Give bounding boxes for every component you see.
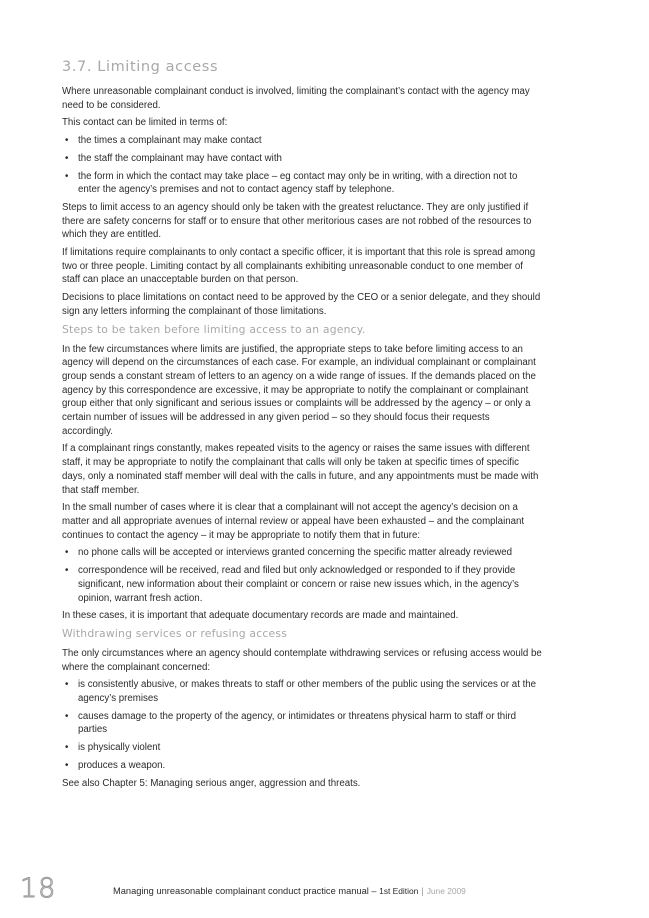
paragraph: This contact can be limited in terms of: (62, 117, 228, 129)
paragraph: The only circumstances where an agency should contemplate withdrawing services or refusing access would be where the complainant concerned: (62, 647, 542, 673)
footer-title-line (113, 884, 466, 898)
list-item (62, 134, 542, 148)
list-item-text: produces a weapon. (78, 759, 166, 771)
subheading-steps: Steps to be taken before limiting access to an agency. (62, 322, 366, 336)
paragraph: Where unreasonable complainant conduct is involved, limiting the complainant’s contact with the agency may need to be considered. (62, 86, 530, 111)
list-item (62, 152, 542, 166)
list-item (62, 170, 542, 197)
paragraph: In these cases, it is important that adequate documentary records are made and maintained. (62, 610, 459, 622)
bullet-icon: • (65, 547, 69, 559)
footer-separator: | (421, 886, 424, 896)
footer-date: June 2009 (426, 886, 466, 896)
page-body (62, 58, 542, 794)
bullet-icon: • (65, 679, 69, 691)
list-item-text: the staff the complainant may have contact with (78, 152, 282, 164)
page-number: 18 (20, 873, 57, 904)
bullet-icon: • (65, 759, 69, 771)
list-item-text: the times a complainant may make contact (78, 135, 262, 147)
list-item (62, 546, 542, 560)
list-item-text: causes damage to the property of the agency, or intimidates or threatens physical harm to staff or third parties (78, 710, 516, 736)
list-item-text: the form in which the contact may take place – eg contact may only be in writing, with a direction not to enter the agency’s premises and not to contact agency staff by telephone. (78, 170, 518, 196)
list-item (62, 759, 542, 773)
bullet-icon: • (65, 710, 69, 722)
footer-dash: – (368, 886, 380, 896)
bullet-icon: • (65, 565, 69, 577)
paragraph: If limitations require complainants to only contact a specific officer, it is important that this role is spread among two or three people. Limiting contact by all complainants exhibiting unreasonable conduct to one member of staff can place an unacceptable burden on that person. (62, 247, 536, 286)
paragraph: Steps to limit access to an agency should only be taken with the greatest reluctance. They are only justified if there are safety concerns for staff or to ensure that other meritorious cases are not robbed of the resources to which they are entitled. (62, 201, 532, 241)
limit-terms-list (62, 134, 542, 197)
list-item (62, 678, 542, 705)
paragraph: If a complainant rings constantly, makes repeated visits to the agency or raises the same issues with different staff, it may be appropriate to notify the complainant that calls will only be taken at specific times of specific days, only a nominated staff member will deal with the calls in future, and any appointments must be made with that staff member. (62, 443, 539, 496)
subheading-withdrawing: Withdrawing services or refusing access (62, 626, 288, 640)
list-item-text: correspondence will be received, read and filed but only acknowledged or responded to if they provide significant, new information about their complaint or concern or raise new issues which, in the agency’s opinion, warrant fresh action. (78, 565, 519, 604)
paragraph: Decisions to place limitations on contact need to be approved by the CEO or a senior delegate, and they should sign any letters informing the complainant of those limitations. (62, 292, 541, 317)
withdrawing-conditions-list (62, 678, 542, 772)
footer-title: Managing unreasonable complainant conduct practice manual (113, 886, 369, 896)
list-item (62, 741, 542, 755)
list-item (62, 564, 542, 605)
bullet-icon: • (65, 742, 69, 754)
list-item-text: is consistently abusive, or makes threats to staff or other members of the public using the services or at the agency’s premises (78, 679, 537, 705)
paragraph: In the small number of cases where it is clear that a complainant will not accept the agency’s decision on a matter and all appropriate avenues of internal review or appeal have been exhausted – and the complainant continues to contact the agency – it may be appropriate to notify them that in future: (62, 502, 525, 541)
list-item (62, 710, 542, 737)
list-item-text: no phone calls will be accepted or interviews granted concerning the specific matter already reviewed (78, 547, 513, 559)
section-title: 3.7. Limiting access (62, 59, 219, 75)
bullet-icon: • (65, 170, 69, 182)
footer-edition: 1st Edition (379, 886, 419, 896)
future-notice-list (62, 546, 542, 605)
page-footer (0, 874, 649, 904)
list-item-text: is physically violent (78, 742, 161, 754)
see-also-reference: See also Chapter 5: Managing serious anger, aggression and threats. (62, 777, 361, 789)
bullet-icon: • (65, 135, 69, 147)
paragraph: In the few circumstances where limits are justified, the appropriate steps to take before limiting access to an agency will depend on the circumstances of each case. For example, an individual complainant or complainant group sends a constant stream of letters to an agency on a wide range of issues. If the demands placed on the agency by this correspondence are excessive, it may be appropriate to notify the complainant or complainant group either that only significant and serious issues or complaints will be addressed by the agency – or only a certain number of issues will be addressed in any given period – so they should focus their requests accordingly. (62, 343, 536, 437)
bullet-icon: • (65, 152, 69, 164)
